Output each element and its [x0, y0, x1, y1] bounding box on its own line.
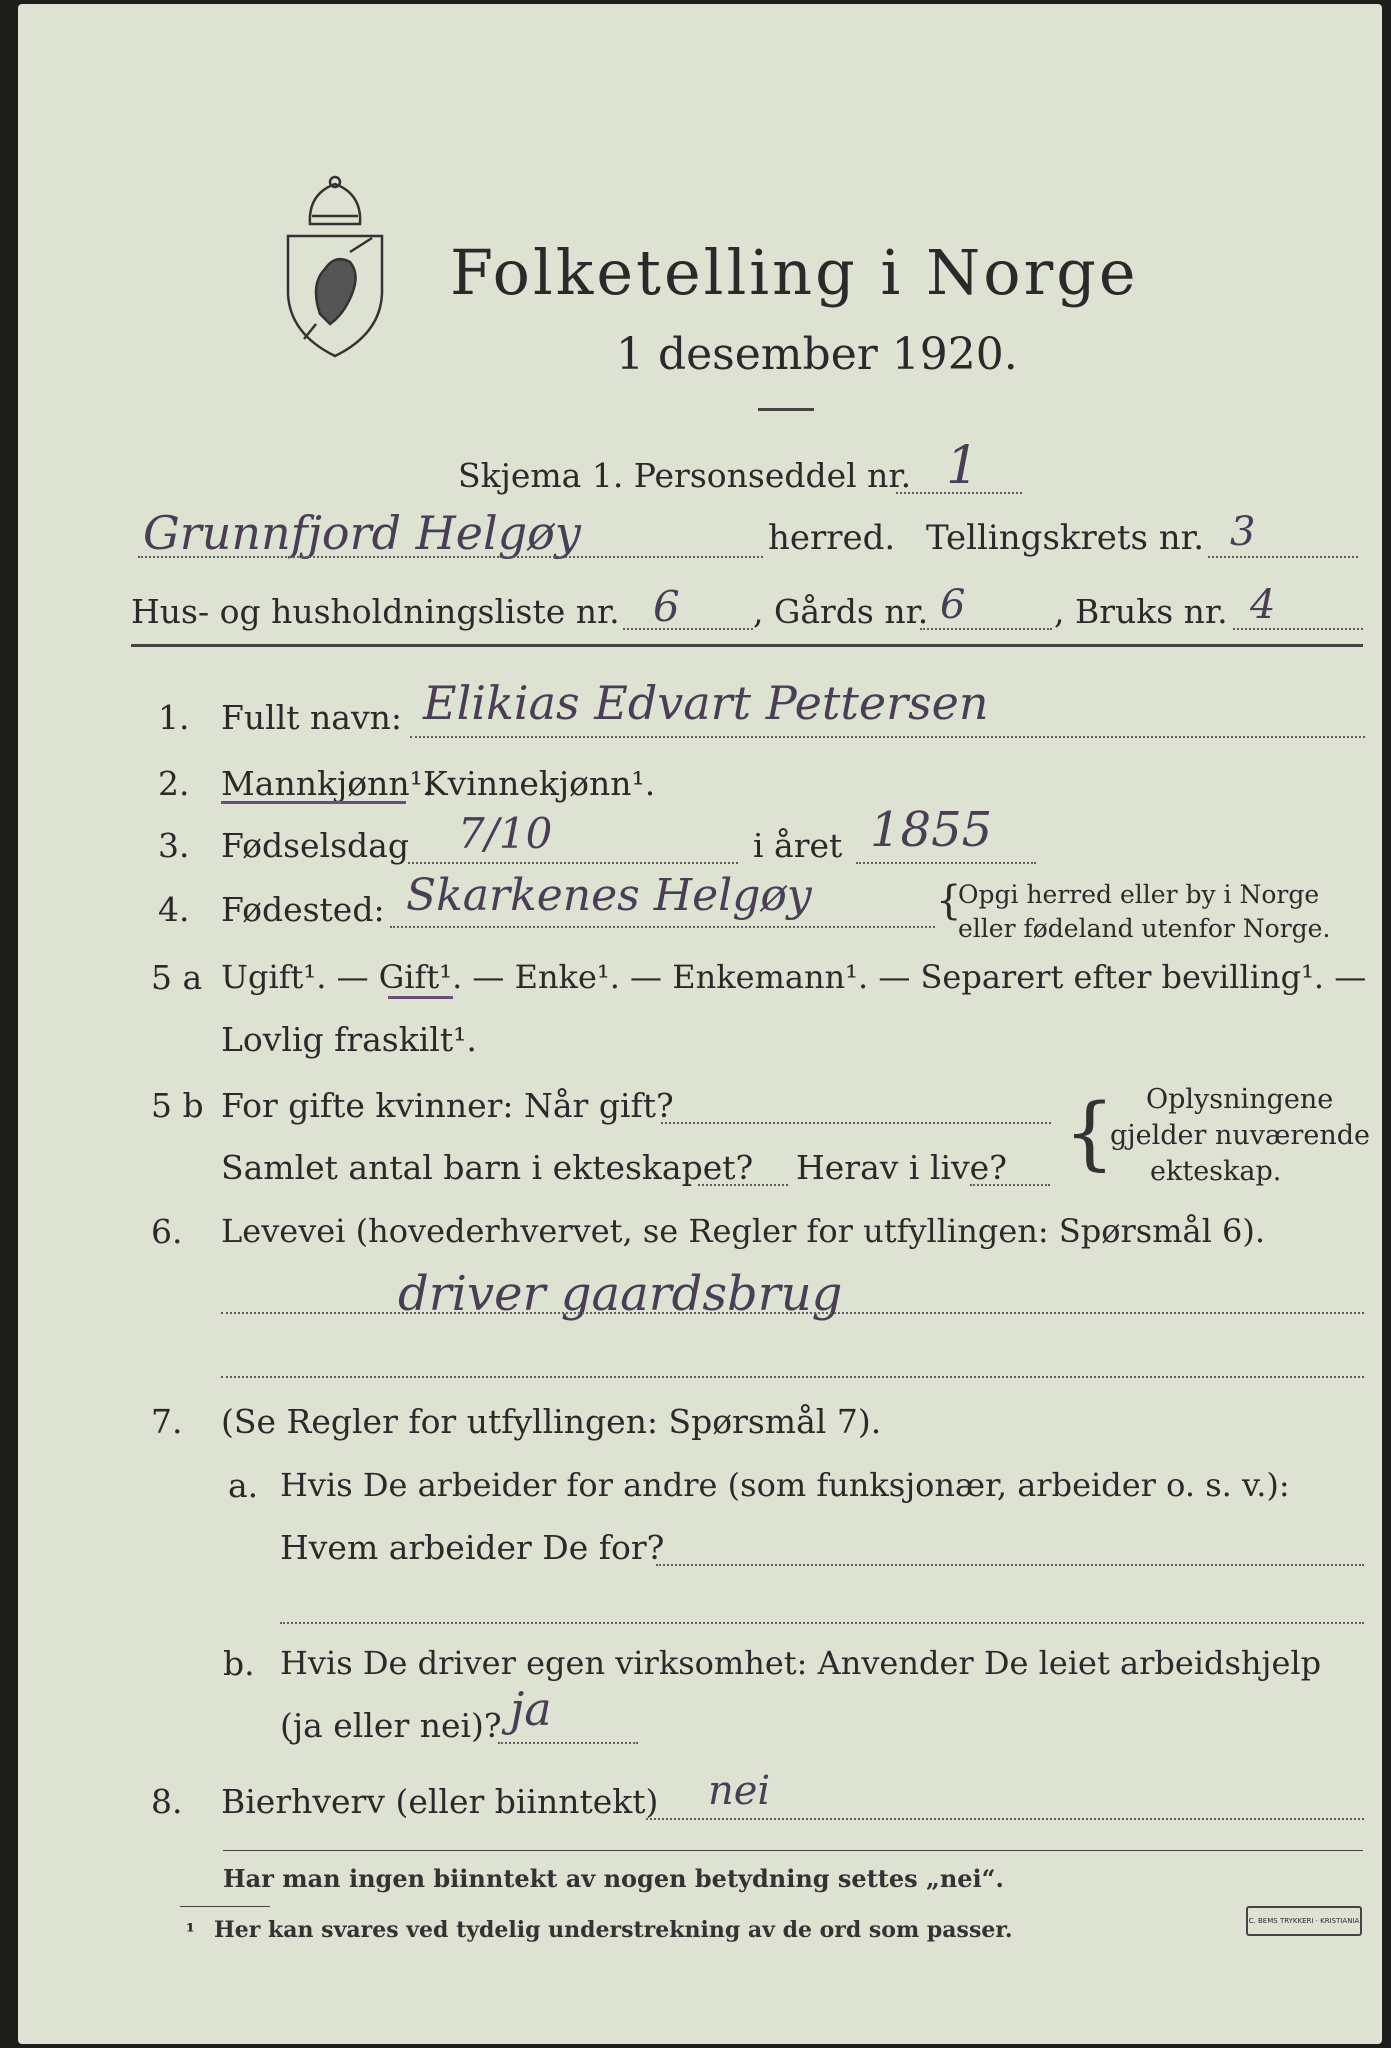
q5b-label2: Samlet antal barn i ekteskapet? — [221, 1148, 754, 1187]
hired-help-value: ja — [510, 1682, 552, 1736]
footer-note: Har man ingen biinntekt av nogen betydning settes „nei“. — [223, 1864, 1004, 1893]
birth-year-field[interactable] — [856, 862, 1036, 864]
herred-label: herred. — [768, 518, 896, 558]
q3-year-label: i året — [753, 826, 843, 865]
side-income-value: nei — [708, 1768, 771, 1814]
form-date: 1 desember 1920. — [616, 329, 1018, 380]
q5b-note-line3: ekteskap. — [1150, 1156, 1282, 1187]
q5b-note-brace: { — [1064, 1086, 1115, 1179]
full-name-field[interactable] — [410, 736, 1365, 738]
q5a-number: 5 a — [151, 958, 203, 997]
printer-mark: C. BEMS TRYKKERI · KRISTIANIA — [1246, 1906, 1362, 1936]
coat-of-arms-icon — [280, 174, 390, 362]
employer-field-2[interactable] — [280, 1622, 1364, 1624]
married-when-field[interactable] — [661, 1122, 1051, 1124]
q7a-number: a. — [228, 1466, 259, 1505]
birthday-field[interactable] — [408, 862, 738, 864]
q1-number: 1. — [158, 698, 190, 737]
q5b-number: 5 b — [151, 1086, 204, 1125]
hus-label: Hus- og husholdningsliste nr. — [131, 592, 620, 631]
q6-number: 6. — [151, 1212, 183, 1251]
birthday-value: 7/10 — [458, 809, 553, 858]
q6-label: Levevei (hovederhvervet, se Regler for utfyllingen: Spørsmål 6). — [221, 1212, 1266, 1250]
q3-number: 3. — [158, 826, 190, 865]
herred-value: Grunnfjord Helgøy — [143, 506, 581, 560]
living-children-field[interactable] — [970, 1184, 1050, 1186]
tellingskrets-label: Tellingskrets nr. — [926, 518, 1205, 558]
children-field[interactable] — [698, 1184, 788, 1186]
q5a-options-2: Lovlig fraskilt¹. — [221, 1020, 477, 1059]
gards-label: , Gårds nr. — [753, 592, 929, 631]
occupation-field-1[interactable] — [221, 1312, 1364, 1314]
footnote-divider — [180, 1906, 270, 1907]
herred-field[interactable] — [138, 556, 763, 558]
tellingskrets-field[interactable] — [1208, 556, 1358, 558]
occupation-value: driver gaardsbrug — [398, 1266, 843, 1322]
gift-underline — [388, 996, 453, 999]
q5b-label3: Herav i live? — [796, 1148, 1007, 1187]
footnote-text: Her kan svares ved tydelig understrekning av de ord som passer. — [214, 1917, 1013, 1943]
footer-divider — [223, 1850, 1363, 1851]
tellingskrets-value: 3 — [1230, 509, 1256, 555]
q8-number: 8. — [151, 1782, 183, 1821]
census-form — [18, 4, 1382, 2044]
form-title: Folketelling i Norge — [450, 236, 1139, 309]
q4-number: 4. — [158, 890, 190, 929]
q5b-note-line2: gjelder nuværende — [1110, 1120, 1370, 1151]
bruks-field[interactable] — [1233, 628, 1363, 630]
q2-male: Mannkjønn¹. — [221, 764, 434, 803]
header-divider — [131, 644, 1363, 647]
q5b-note-line1: Oplysningene — [1146, 1084, 1334, 1115]
q7b-line2: (ja eller nei)? — [280, 1706, 502, 1745]
q4-label: Fødested: — [221, 890, 385, 929]
full-name-value: Elikias Edvart Pettersen — [423, 676, 989, 730]
hired-help-field[interactable] — [498, 1742, 638, 1744]
q3-label: Fødselsdag — [221, 826, 409, 865]
q5a-options: Ugift¹. — Gift¹. — Enke¹. — Enkemann¹. — Separert efter bevilling¹. — — [221, 958, 1367, 996]
q7-label: (Se Regler for utfyllingen: Spørsmål 7). — [221, 1402, 882, 1441]
q7b-line1: Hvis De driver egen virksomhet: Anvender De leiet arbeidshjelp — [280, 1644, 1322, 1682]
q2-number: 2. — [158, 764, 190, 803]
birthplace-value: Skarkenes Helgøy — [406, 870, 812, 921]
hus-field[interactable] — [623, 628, 753, 630]
hus-value: 6 — [653, 582, 680, 631]
side-income-field[interactable] — [646, 1818, 1364, 1820]
birthplace-field[interactable] — [390, 926, 935, 928]
gards-field[interactable] — [920, 628, 1052, 630]
q1-label: Fullt navn: — [221, 698, 402, 737]
birth-year-value: 1855 — [870, 802, 993, 858]
q4-note-line2: eller fødeland utenfor Norge. — [958, 914, 1331, 943]
q4-note-brace: { — [936, 878, 962, 924]
bruks-label: , Bruks nr. — [1054, 592, 1228, 631]
title-divider — [758, 408, 814, 411]
bruks-value: 4 — [1250, 582, 1276, 628]
male-underline — [221, 801, 406, 804]
schema-label: Skjema 1. Personseddel nr. — [458, 456, 912, 495]
q4-note-line1: Opgi herred eller by i Norge — [958, 880, 1320, 909]
q8-label: Bierhverv (eller biinntekt) — [221, 1782, 659, 1821]
gards-value: 6 — [940, 582, 966, 628]
q7a-line2: Hvem arbeider De for? — [280, 1528, 665, 1567]
q7b-number: b. — [223, 1644, 255, 1683]
q5b-label1: For gifte kvinner: Når gift? — [221, 1086, 674, 1125]
employer-field[interactable] — [656, 1564, 1364, 1566]
q2-female: Kvinnekjønn¹. — [423, 764, 656, 803]
q7a-line1: Hvis De arbeider for andre (som funksjonær, arbeider o. s. v.): — [280, 1466, 1290, 1504]
occupation-field-2[interactable] — [221, 1376, 1364, 1378]
q7-number: 7. — [151, 1402, 183, 1441]
footnote-mark: ¹ — [186, 1919, 195, 1943]
personseddel-value: 1 — [946, 436, 980, 496]
